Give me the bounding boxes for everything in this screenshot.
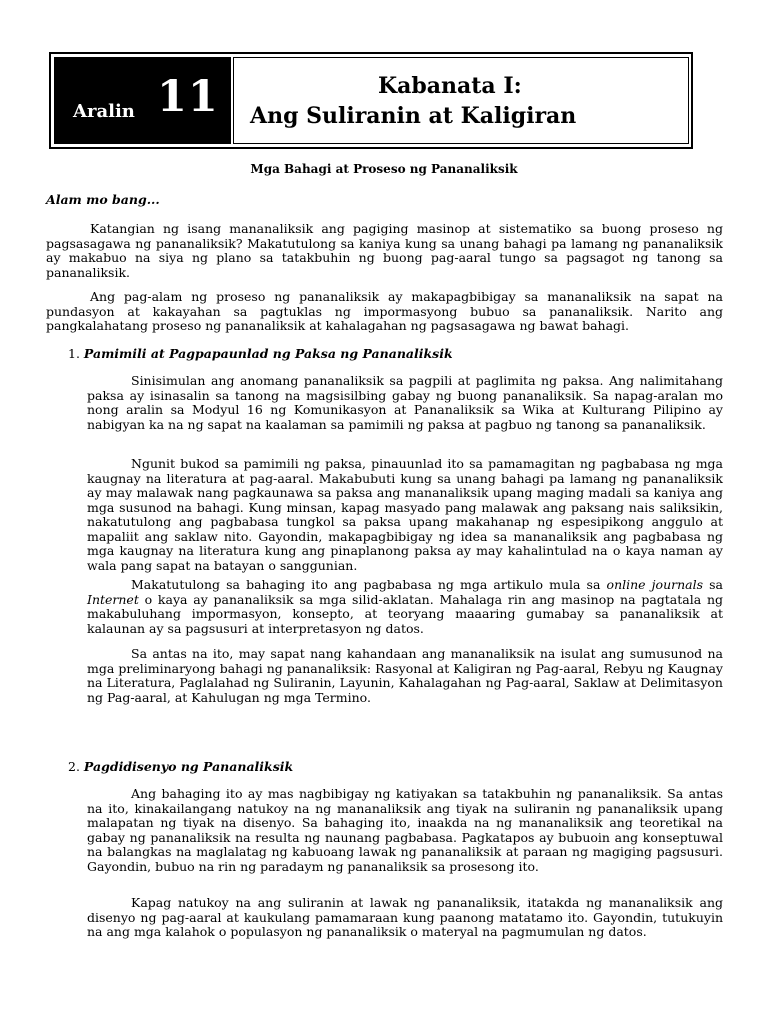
section-2-paragraph-1: Ang bahaging ito ay mas nagbibigay ng katiyakan sa tatakbuhin ng pananaliksik. Sa antas na ito, kinakailangang natukoy na ng mananaliksik ang tiyak na suliranin ng pananaliksik upang malapatan ng tiyak na disenyo. Sa bahaging ito, inaakda na ng mananaliksik ang teoretikal na gabay ng pananaliksik na resulta ng naunang pagbabasa. Pagkatapos ay bubuoin ang konseptuwal na balangkas na maglalatag ng kabuoang lawak ng pananaliksik at paraan ng magiging pagsusuri. Gayondin, bubuo na rin ng paradaym ng pananaliksik sa prosesong ito. bbox=[87, 786, 723, 874]
intro-paragraph-2: Ang pag-alam ng proseso ng pananaliksik ay makapagbibigay sa mananaliksik na sapat na pundasyon at kakayahan sa pagtuklas ng impormasyong bubuo sa pananaliksik. Narito ang pangkalahatang proseso ng pananaliksik at kahalagahan ng pagsasagawa ng bawat bahagi. bbox=[46, 289, 723, 333]
section-1-number: 1. bbox=[68, 346, 80, 361]
intro-label: Alam mo bang... bbox=[46, 192, 160, 207]
lesson-number: 11 bbox=[157, 72, 219, 122]
section-2-heading bbox=[68, 759, 293, 774]
lesson-word: Aralin bbox=[73, 101, 135, 122]
section-1-paragraph-3 bbox=[87, 578, 723, 636]
section-1-paragraph-3-text-a: Makatutulong sa bahaging ito ang pagbabasa ng mga artikulo mula sa bbox=[131, 577, 607, 592]
section-1-heading bbox=[68, 346, 453, 361]
online-journals-term: online journals bbox=[606, 577, 704, 592]
section-2-title: Pagdidisenyo ng Pananaliksik bbox=[83, 759, 294, 774]
section-1-paragraph-4: Sa antas na ito, may sapat nang kahandaan ang mananaliksik na isulat ang sumusunod na mga preliminaryong bahagi ng pananaliksik: Rasyonal at Kaligiran ng Pag-aaral, Rebyu ng Kaugnay na Literatura, Paglalahad ng Suliranin, Layunin, Kahalagahan ng Pag-aaral, Saklaw at Delimitasyon ng Pag-aaral, at Kahulugan ng mga Termino. bbox=[87, 646, 723, 705]
chapter-box bbox=[233, 57, 689, 144]
chapter-label: Kabanata I: bbox=[378, 73, 522, 99]
section-1-title: Pamimili at Pagpapaunlad ng Paksa ng Pananaliksik bbox=[83, 346, 453, 361]
section-1-paragraph-2: Ngunit bukod sa pamimili ng paksa, pinauunlad ito sa pamamagitan ng pagbabasa ng mga kaugnay na literatura at pag-aaral. Makabubuti kung sa unang bahagi pa lamang ng pananaliksik ay may malawak nang pagkaunawa sa paksa ang mananaliksik upang maging madali sa kaniya ang mga susunod na bahagi. Kung minsan, kapag masyado pang malawak ang paksang nais saliksikin, nakatutulong ang pagbabasa tungkol sa paksa upang makahanap ng espesipikong anggulo at mapaliit ang saklaw nito. Gayondin, makapagbibigay ng idea sa mananaliksik ang pagbabasa ng mga kaugnay na literatura kung ang pinaplanong paksa ay may kahalintulad na o kaya naman ay wala pang sapat na batayan o sanggunian. bbox=[87, 456, 723, 573]
chapter-title: Ang Suliranin at Kaligiran bbox=[250, 103, 577, 129]
section-2-number: 2. bbox=[68, 759, 80, 774]
lesson-header bbox=[49, 52, 693, 149]
section-2-paragraph-2: Kapag natukoy na ang suliranin at lawak ng pananaliksik, itatakda ng mananaliksik ang disenyo ng pag-aaral at kaukulang pamamaraan kung paanong matatamo ito. Gayondin, tutukuyin na ang mga kalahok o populasyon ng pananaliksik o materyal na pagmumulan ng datos. bbox=[87, 895, 723, 939]
document-title: Mga Bahagi at Proseso ng Pananaliksik bbox=[250, 162, 518, 176]
section-1-paragraph-3-text-b: sa bbox=[703, 577, 724, 592]
section-1-paragraph-3-text-c: o kaya ay pananaliksik sa mga silid-aklatan. Mahalaga rin ang masinop na pagtatala ng makabuluhang impormasyon, konsepto, at teoryang maaaring gumabay sa pananaliksik at kalaunan ay sa pagsusuri at interpretasyon ng datos. bbox=[87, 591, 723, 636]
lesson-badge bbox=[54, 57, 231, 144]
intro-paragraph-1: Katangian ng isang mananaliksik ang pagiging masinop at sistematiko sa buong proseso ng pagsasagawa ng pananaliksik? Makatutulong sa kaniya kung sa unang bahagi pa lamang ng pananaliksik ay makabuo na siya ng plano sa tatakbuhin ng buong pag-aaral tungo sa pagsagot ng tanong sa pananaliksik. bbox=[46, 221, 723, 280]
internet-term: Internet bbox=[87, 591, 139, 607]
section-1-paragraph-1: Sinisimulan ang anomang pananaliksik sa pagpili at paglimita ng paksa. Ang nalimitahang paksa ay isinasalin sa tanong na magsisilbing gabay ng buong pananaliksik. Sa napag-aralan mo nong aralin sa Modyul 16 ng Komunikasyon at Pananaliksik sa Wika at Kulturang Pilipino ay nabigyan ka na ng sapat na kaalaman sa pamimili ng paksa at pagbuo ng tanong sa pananaliksik. bbox=[87, 373, 723, 432]
